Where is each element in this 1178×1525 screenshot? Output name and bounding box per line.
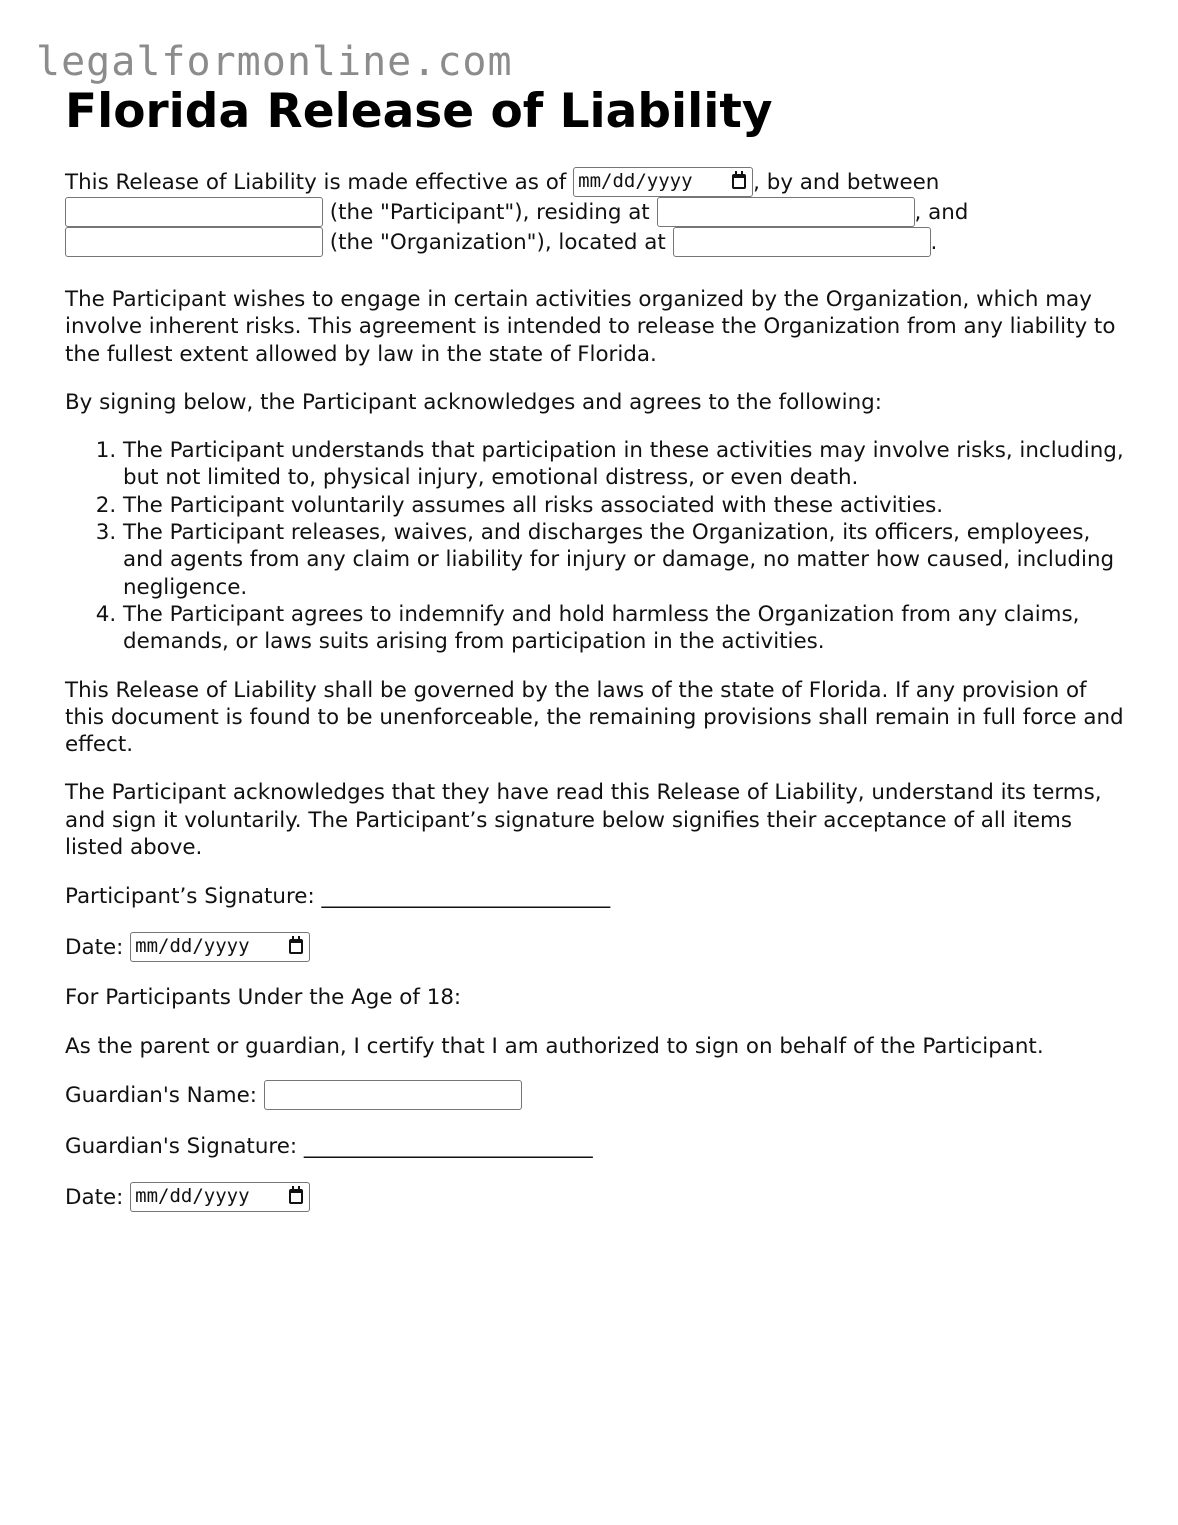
date-placeholder: mm/dd/yyyy	[135, 1184, 250, 1207]
intro-text-1: This Release of Liability is made effective as of	[65, 170, 574, 195]
guardian-signature-row	[65, 1132, 1125, 1162]
calendar-icon[interactable]	[289, 1189, 303, 1204]
participant-address-input[interactable]	[657, 197, 915, 227]
voluntary-acceptance-paragraph: The Participant acknowledges that they have read this Release of Liability, understand its terms, and sign it voluntarily. The Participant’s signature below signifies their acceptance of all items listed above.	[65, 780, 1102, 861]
guardian-name-row	[65, 1081, 1125, 1111]
guardian-signature-label: Guardian's Signature:	[65, 1133, 304, 1159]
calendar-icon[interactable]	[732, 174, 746, 189]
list-item: 1. The Participant understands that participation in these activities may involve risks, including, but not limited to, physical injury, emotional distress, or even death.	[123, 437, 1125, 492]
participant-signature-line[interactable]: ___________________________	[321, 884, 611, 910]
effective-date-input[interactable]	[573, 167, 753, 197]
list-item: 2. The Participant voluntarily assumes all risks associated with these activities.	[123, 492, 1125, 519]
list-item: 4. The Participant agrees to indemnify and hold harmless the Organization from any claims, demands, or laws suits arising from participation in the activities.	[123, 601, 1125, 656]
risk-paragraph: The Participant wishes to engage in certain activities organized by the Organization, which may involve inherent risks. This agreement is intended to release the Organization from any liability to the fullest extent allowed by law in the state of Florida.	[65, 287, 1116, 367]
intro-text-6: .	[930, 230, 938, 255]
minor-section-heading: For Participants Under the Age of 18:	[65, 985, 462, 1011]
terms-list	[65, 437, 1125, 655]
participant-name-input[interactable]	[65, 197, 323, 227]
guardian-date-row	[65, 1183, 1125, 1213]
calendar-icon[interactable]	[289, 939, 303, 954]
guardian-date-label: Date:	[65, 1184, 131, 1210]
guardian-name-label: Guardian's Name:	[65, 1082, 264, 1108]
intro-text-2: , by and between	[753, 170, 940, 195]
intro-paragraph	[65, 168, 1125, 258]
date-placeholder: mm/dd/yyyy	[578, 170, 693, 192]
document-body	[65, 168, 1125, 1234]
intro-text-4: , and	[914, 200, 969, 225]
guardian-date-input[interactable]	[130, 1182, 310, 1212]
intro-text-3: (the "Participant"), residing at	[323, 200, 657, 225]
list-item: 3. The Participant releases, waives, and discharges the Organization, its officers, employees, and agents from any claim or liability for injury or damage, no matter how caused, including negligence.	[123, 519, 1125, 601]
participant-date-input[interactable]	[130, 932, 310, 962]
governing-law-paragraph: This Release of Liability shall be governed by the laws of the state of Florida. If any provision of this document is found to be unenforceable, the remaining provisions shall remain in full force and effect.	[65, 677, 1124, 758]
participant-signature-row	[65, 882, 1125, 912]
guardian-signature-line[interactable]: ___________________________	[303, 1133, 593, 1159]
guardian-name-input[interactable]	[264, 1080, 522, 1110]
guardian-statement: As the parent or guardian, I certify that I am authorized to sign on behalf of the Participant.	[65, 1033, 1044, 1059]
participant-signature-label: Participant’s Signature:	[65, 884, 322, 910]
acknowledgement-intro: By signing below, the Participant acknowledges and agrees to the following:	[65, 389, 882, 415]
page-title: Florida Release of Liability	[65, 84, 773, 139]
participant-date-row	[65, 933, 1125, 963]
date-placeholder: mm/dd/yyyy	[135, 935, 250, 958]
site-watermark: legalformonline.com	[36, 39, 513, 85]
organization-address-input[interactable]	[673, 227, 931, 257]
intro-text-5: (the "Organization"), located at	[323, 230, 673, 255]
organization-name-input[interactable]	[65, 227, 323, 257]
participant-date-label: Date:	[65, 935, 131, 961]
